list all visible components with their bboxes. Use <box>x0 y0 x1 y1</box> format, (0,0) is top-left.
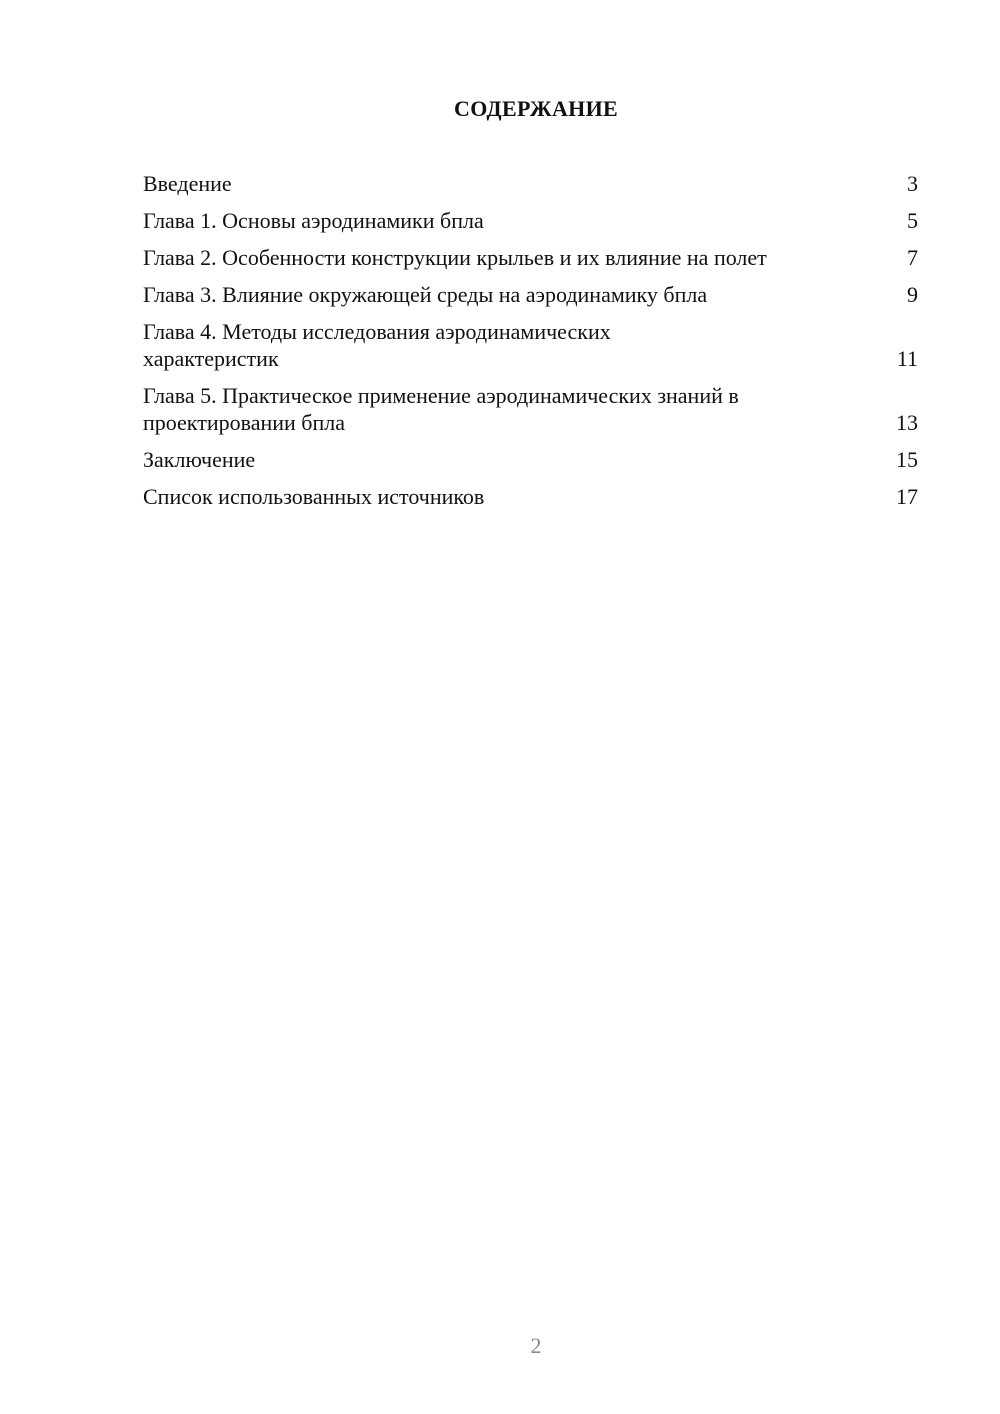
toc-entry-title: Глава 1. Основы аэродинамики бпла <box>143 208 484 233</box>
toc-entry <box>143 244 918 271</box>
toc-entry-page: 5 <box>907 208 918 233</box>
page-number: 2 <box>530 1333 542 1358</box>
toc-entry-page: 11 <box>896 346 918 371</box>
toc-entry-title: Глава 4. Методы исследования аэродинамических характеристик <box>143 319 611 371</box>
toc-entry <box>143 446 918 473</box>
toc-entry <box>143 382 918 436</box>
toc-entry-page: 7 <box>907 245 918 270</box>
toc-entry-title: Глава 3. Влияние окружающей среды на аэродинамику бпла <box>143 282 708 307</box>
table-of-contents <box>143 170 918 520</box>
toc-entry <box>143 483 918 510</box>
page-title: СОДЕРЖАНИЕ <box>454 96 618 121</box>
toc-entry-page: 15 <box>896 447 918 472</box>
toc-entry <box>143 281 918 308</box>
toc-entry <box>143 318 918 372</box>
toc-entry-page: 17 <box>896 484 918 509</box>
toc-entry <box>143 207 918 234</box>
toc-entry-title: Глава 5. Практическое применение аэродинамических знаний в проектировании бпла <box>143 383 739 435</box>
toc-entry-page: 9 <box>907 282 918 307</box>
toc-entry-title: Список использованных источников <box>143 484 485 509</box>
toc-entry-page: 13 <box>896 410 918 435</box>
toc-entry <box>143 170 918 197</box>
toc-entry-title: Заключение <box>143 447 256 472</box>
toc-entry-page: 3 <box>907 171 918 196</box>
toc-entry-title: Глава 2. Особенности конструкции крыльев и их влияние на полет <box>143 245 767 270</box>
toc-entry-title: Введение <box>143 171 232 196</box>
